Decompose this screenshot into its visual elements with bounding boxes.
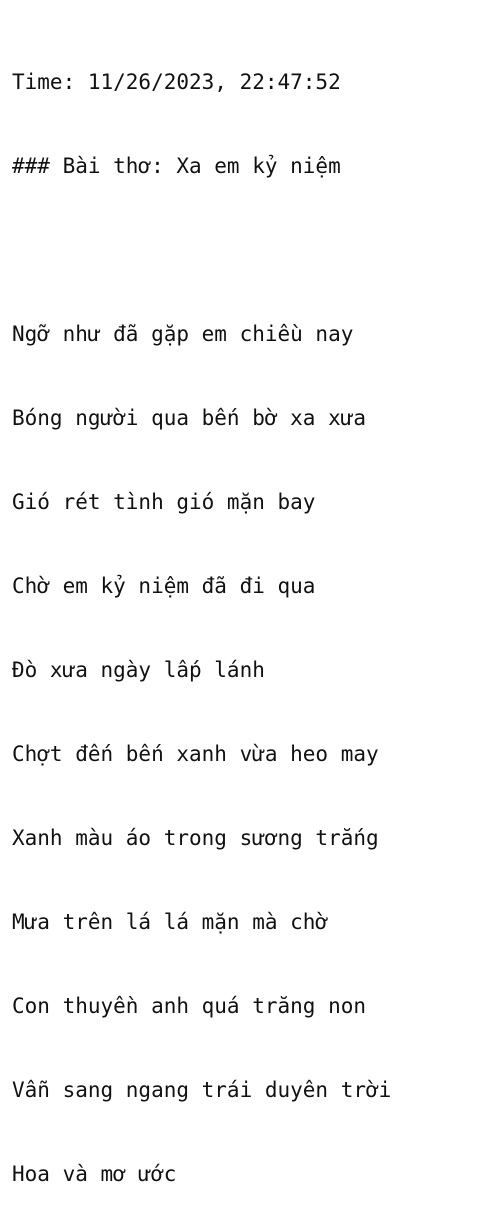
poem-line: Đò xưa ngày lấp lánh xyxy=(12,658,265,682)
poem-line: Hoa và mơ ước xyxy=(12,1162,177,1186)
poem-line: Xanh màu áo trong sương trắng xyxy=(12,826,379,850)
timestamp: Time: 11/26/2023, 22:47:52 xyxy=(12,70,341,94)
poem-line: Gió rét tình gió mặn bay xyxy=(12,490,316,514)
poem-title: ### Bài thơ: Xa em kỷ niệm xyxy=(12,154,341,178)
poem-line: Vẫn sang ngang trái duyên trời xyxy=(12,1078,392,1102)
poem-line: Ngỡ như đã gặp em chiều nay xyxy=(12,322,354,346)
document-body xyxy=(12,12,490,1216)
blank-line xyxy=(12,236,490,264)
poem-line: Chợt đến bến xanh vừa heo may xyxy=(12,742,379,766)
poem-line: Bóng người qua bến bờ xa xưa xyxy=(12,406,367,430)
poem-line: Mưa trên lá lá mặn mà chờ xyxy=(12,910,329,934)
poem-line: Con thuyền anh quá trăng non xyxy=(12,994,367,1018)
poem-line: Chờ em kỷ niệm đã đi qua xyxy=(12,574,316,598)
